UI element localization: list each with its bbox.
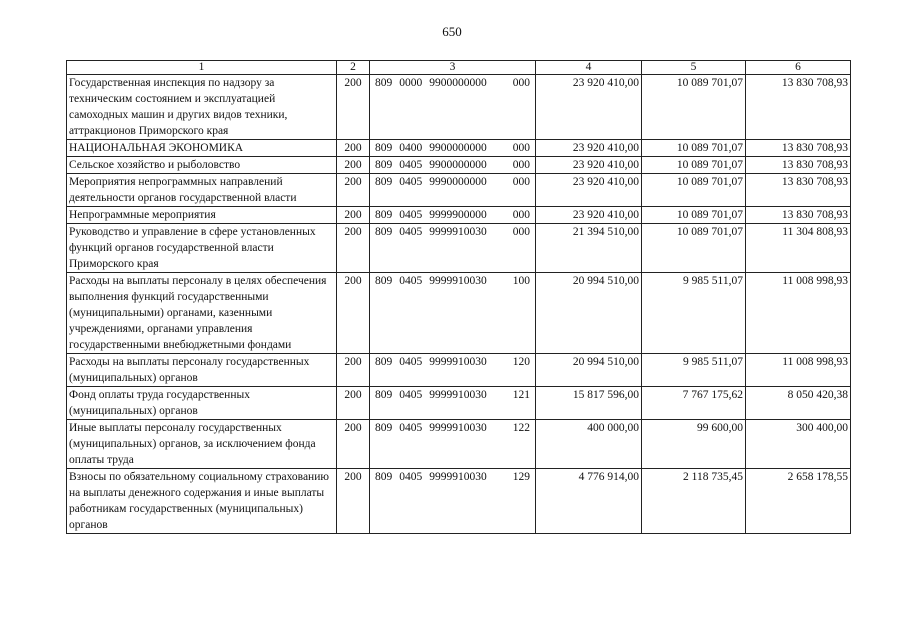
row-value-4: 23 920 410,00 <box>536 75 642 140</box>
row-admin-code: 200 <box>337 469 370 534</box>
row-budget-code <box>370 174 536 207</box>
table-header-row <box>67 61 851 75</box>
table-row <box>67 273 851 354</box>
code-section: 0405 <box>399 159 423 171</box>
column-header: 2 <box>337 61 370 75</box>
code-ministry: 809 <box>375 275 393 287</box>
row-admin-code: 200 <box>337 354 370 387</box>
code-article: 9999910030 <box>429 226 487 238</box>
row-value-5: 10 089 701,07 <box>642 157 746 174</box>
row-value-4: 20 994 510,00 <box>536 273 642 354</box>
code-ministry: 809 <box>375 389 393 401</box>
row-value-5: 10 089 701,07 <box>642 140 746 157</box>
code-ministry: 809 <box>375 356 393 368</box>
row-name: Руководство и управление в сфере установленных функций органов государственной власти Приморского края <box>67 224 337 273</box>
row-value-6: 13 830 708,93 <box>746 140 851 157</box>
code-section: 0405 <box>399 176 423 188</box>
code-ministry: 809 <box>375 226 393 238</box>
row-value-6: 300 400,00 <box>746 420 851 469</box>
row-value-5: 10 089 701,07 <box>642 224 746 273</box>
row-value-6: 2 658 178,55 <box>746 469 851 534</box>
row-value-5: 9 985 511,07 <box>642 354 746 387</box>
table-row <box>67 224 851 273</box>
table-row <box>67 354 851 387</box>
row-budget-code <box>370 420 536 469</box>
row-value-4: 15 817 596,00 <box>536 387 642 420</box>
row-admin-code: 200 <box>337 140 370 157</box>
row-admin-code: 200 <box>337 157 370 174</box>
code-ministry: 809 <box>375 422 393 434</box>
code-expense-type: 000 <box>512 176 530 188</box>
row-value-6: 13 830 708,93 <box>746 75 851 140</box>
row-admin-code: 200 <box>337 207 370 224</box>
row-value-4: 20 994 510,00 <box>536 354 642 387</box>
code-ministry: 809 <box>375 142 393 154</box>
table-row <box>67 387 851 420</box>
table-row <box>67 469 851 534</box>
row-admin-code: 200 <box>337 174 370 207</box>
row-name: Сельское хозяйство и рыболовство <box>67 157 337 174</box>
row-value-4: 400 000,00 <box>536 420 642 469</box>
column-header: 4 <box>536 61 642 75</box>
table-row <box>67 207 851 224</box>
code-section: 0400 <box>399 142 423 154</box>
code-section: 0405 <box>399 471 423 483</box>
row-value-6: 13 830 708,93 <box>746 207 851 224</box>
row-value-5: 10 089 701,07 <box>642 75 746 140</box>
row-value-4: 23 920 410,00 <box>536 207 642 224</box>
row-name: Государственная инспекция по надзору за техническим состоянием и эксплуатацией самоходных машин и других видов техники, аттракционов Приморского края <box>67 75 337 140</box>
row-value-4: 23 920 410,00 <box>536 174 642 207</box>
code-article: 9900000000 <box>429 142 487 154</box>
row-budget-code <box>370 273 536 354</box>
row-value-4: 4 776 914,00 <box>536 469 642 534</box>
code-ministry: 809 <box>375 209 393 221</box>
code-expense-type: 121 <box>512 389 530 401</box>
table-row <box>67 75 851 140</box>
code-expense-type: 000 <box>512 77 530 89</box>
row-name: Расходы на выплаты персоналу в целях обеспечения выполнения функций государственными (муниципальными) органами, казенными учреждениями, органами управления государственными внебюджетными фондами <box>67 273 337 354</box>
code-expense-type: 100 <box>512 275 530 287</box>
code-section: 0405 <box>399 356 423 368</box>
code-expense-type: 122 <box>512 422 530 434</box>
code-expense-type: 000 <box>512 159 530 171</box>
code-article: 9900000000 <box>429 159 487 171</box>
column-header: 1 <box>67 61 337 75</box>
code-article: 9999910030 <box>429 471 487 483</box>
row-budget-code <box>370 469 536 534</box>
row-value-5: 10 089 701,07 <box>642 174 746 207</box>
row-value-6: 13 830 708,93 <box>746 174 851 207</box>
row-value-4: 23 920 410,00 <box>536 140 642 157</box>
row-budget-code <box>370 224 536 273</box>
row-value-6: 11 304 808,93 <box>746 224 851 273</box>
column-header: 5 <box>642 61 746 75</box>
code-article: 9999910030 <box>429 422 487 434</box>
code-expense-type: 000 <box>512 226 530 238</box>
row-value-6: 8 050 420,38 <box>746 387 851 420</box>
table-row <box>67 420 851 469</box>
code-ministry: 809 <box>375 176 393 188</box>
code-section: 0405 <box>399 209 423 221</box>
row-admin-code: 200 <box>337 420 370 469</box>
budget-table <box>66 60 851 534</box>
row-budget-code <box>370 207 536 224</box>
row-name: Непрограммные мероприятия <box>67 207 337 224</box>
row-value-4: 21 394 510,00 <box>536 224 642 273</box>
code-section: 0405 <box>399 422 423 434</box>
row-name: Фонд оплаты труда государственных (муниципальных) органов <box>67 387 337 420</box>
row-name: Взносы по обязательному социальному страхованию на выплаты денежного содержания и иные выплаты работникам государственных (муниципальных) органов <box>67 469 337 534</box>
row-admin-code: 200 <box>337 75 370 140</box>
row-budget-code <box>370 354 536 387</box>
column-header: 6 <box>746 61 851 75</box>
page-number: 650 <box>442 24 462 39</box>
row-value-5: 7 767 175,62 <box>642 387 746 420</box>
row-value-5: 9 985 511,07 <box>642 273 746 354</box>
code-article: 9999910030 <box>429 356 487 368</box>
row-name: Мероприятия непрограммных направлений деятельности органов государственной власти <box>67 174 337 207</box>
code-expense-type: 129 <box>512 471 530 483</box>
row-name: Иные выплаты персоналу государственных (муниципальных) органов, за исключением фонда оплаты труда <box>67 420 337 469</box>
code-expense-type: 000 <box>512 209 530 221</box>
row-value-6: 11 008 998,93 <box>746 354 851 387</box>
code-article: 9999900000 <box>429 209 487 221</box>
row-budget-code <box>370 140 536 157</box>
row-value-6: 13 830 708,93 <box>746 157 851 174</box>
code-article: 9999910030 <box>429 389 487 401</box>
code-section: 0405 <box>399 226 423 238</box>
code-article: 9900000000 <box>429 77 487 89</box>
code-section: 0405 <box>399 389 423 401</box>
code-expense-type: 120 <box>512 356 530 368</box>
table-row <box>67 157 851 174</box>
row-admin-code: 200 <box>337 387 370 420</box>
code-article: 9999910030 <box>429 275 487 287</box>
row-value-4: 23 920 410,00 <box>536 157 642 174</box>
code-article: 9990000000 <box>429 176 487 188</box>
row-name: Расходы на выплаты персоналу государственных (муниципальных) органов <box>67 354 337 387</box>
code-ministry: 809 <box>375 471 393 483</box>
table-row <box>67 140 851 157</box>
row-budget-code <box>370 75 536 140</box>
code-section: 0405 <box>399 275 423 287</box>
code-ministry: 809 <box>375 159 393 171</box>
table-row <box>67 174 851 207</box>
row-value-5: 10 089 701,07 <box>642 207 746 224</box>
row-value-5: 99 600,00 <box>642 420 746 469</box>
row-admin-code: 200 <box>337 224 370 273</box>
row-name: НАЦИОНАЛЬНАЯ ЭКОНОМИКА <box>67 140 337 157</box>
column-header: 3 <box>370 61 536 75</box>
row-budget-code <box>370 157 536 174</box>
row-value-5: 2 118 735,45 <box>642 469 746 534</box>
code-expense-type: 000 <box>512 142 530 154</box>
code-ministry: 809 <box>375 77 393 89</box>
code-section: 0000 <box>399 77 423 89</box>
row-admin-code: 200 <box>337 273 370 354</box>
row-budget-code <box>370 387 536 420</box>
row-value-6: 11 008 998,93 <box>746 273 851 354</box>
